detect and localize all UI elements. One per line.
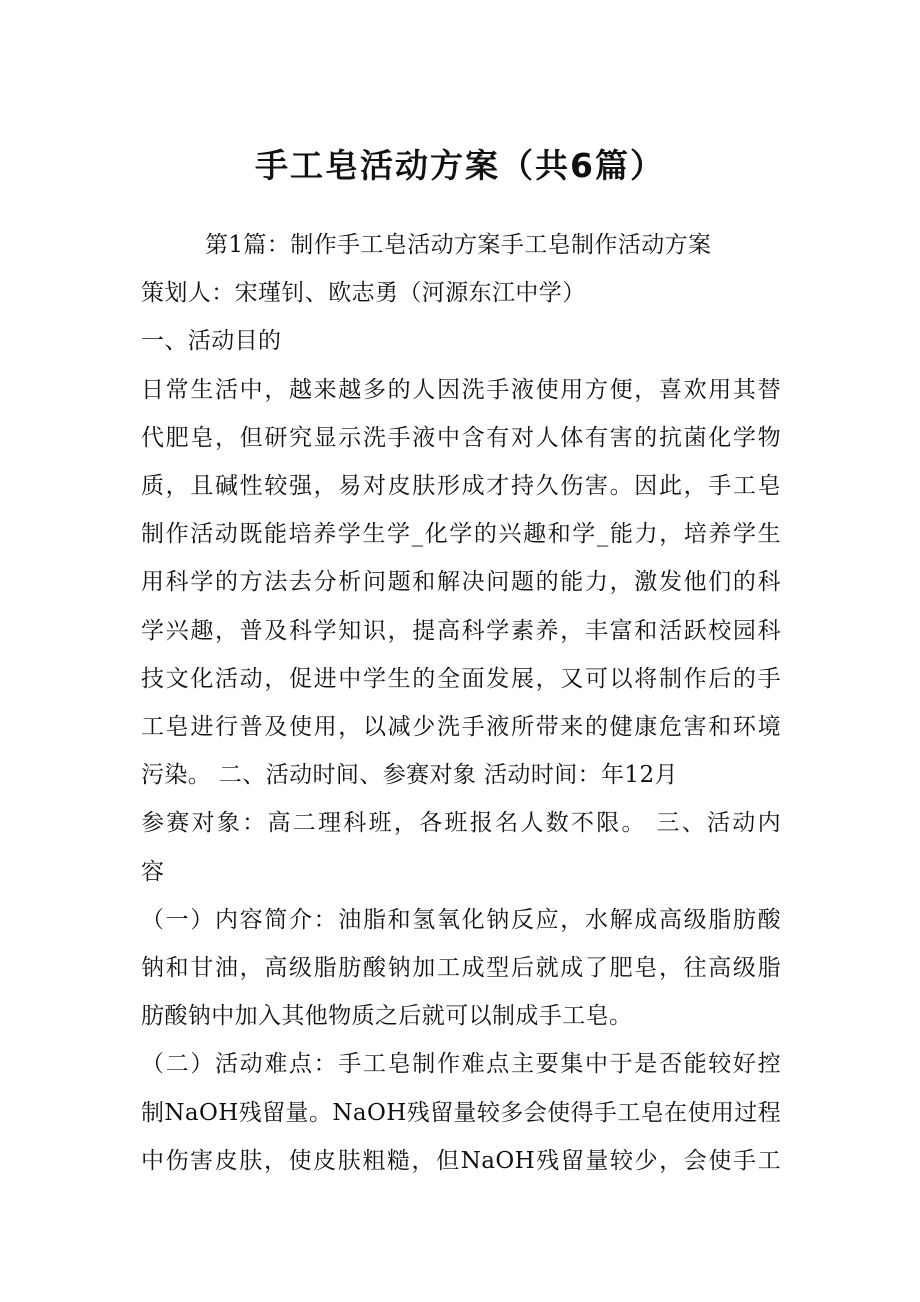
paragraph-line: 肪酸钠中加入其他物质之后就可以制成手工皂。 [141,1003,633,1030]
paragraph-line: （一）内容简介：油脂和氢氧化钠反应，水解成高级脂肪酸 [141,906,781,933]
document-body [141,221,781,1185]
paragraph-line: 技文化活动，促进中学生的全面发展，又可以将制作后的手 [141,665,781,692]
section-heading: 第1篇：制作手工皂活动方案手工皂制作活动方案 [205,232,712,258]
document-title: 手工皂活动方案（共6篇） [255,146,665,185]
paragraph-line: 制作活动既能培养学生学_化学的兴趣和学_能力，培养学生 [141,521,781,548]
paragraph-line: 污染。 二、活动时间、参赛对象 活动时间：年12月 [141,762,678,789]
paragraph-line: 容 [141,858,165,885]
paragraph-line: 日常生活中，越来越多的人因洗手液使用方便，喜欢用其替 [141,376,781,403]
paragraph-line: 质，且碱性较强，易对皮肤形成才持久伤害。因此，手工皂 [141,473,781,500]
paragraph-line: 中伤害皮肤，使皮肤粗糙，但NaOH残留量较少，会使手工 [141,1147,781,1174]
paragraph-line: 学兴趣，普及科学知识，提高科学素养，丰富和活跃校园科 [141,617,781,644]
paragraph-line: 制NaOH残留量。NaOH残留量较多会使得手工皂在使用过程 [141,1099,781,1126]
subsection-heading: 一、活动目的 [141,328,282,355]
paragraph-line: 钠和甘油，高级脂肪酸钠加工成型后就成了肥皂，往高级脂 [141,955,781,982]
paragraph-line: 工皂进行普及使用，以减少洗手液所带来的健康危害和环境 [141,714,781,741]
paragraph-line: （二）活动难点：手工皂制作难点主要集中于是否能较好控 [141,1051,781,1078]
paragraph-line: 参赛对象：高二理科班，各班报名人数不限。 三、活动内 [141,810,781,837]
paragraph-line: 代肥皂，但研究显示洗手液中含有对人体有害的抗菌化学物 [141,424,781,451]
paragraph-line: 用科学的方法去分析问题和解决问题的能力，激发他们的科 [141,569,781,596]
planner-line: 策划人：宋瑾钊、欧志勇（河源东江中学） [141,280,586,307]
